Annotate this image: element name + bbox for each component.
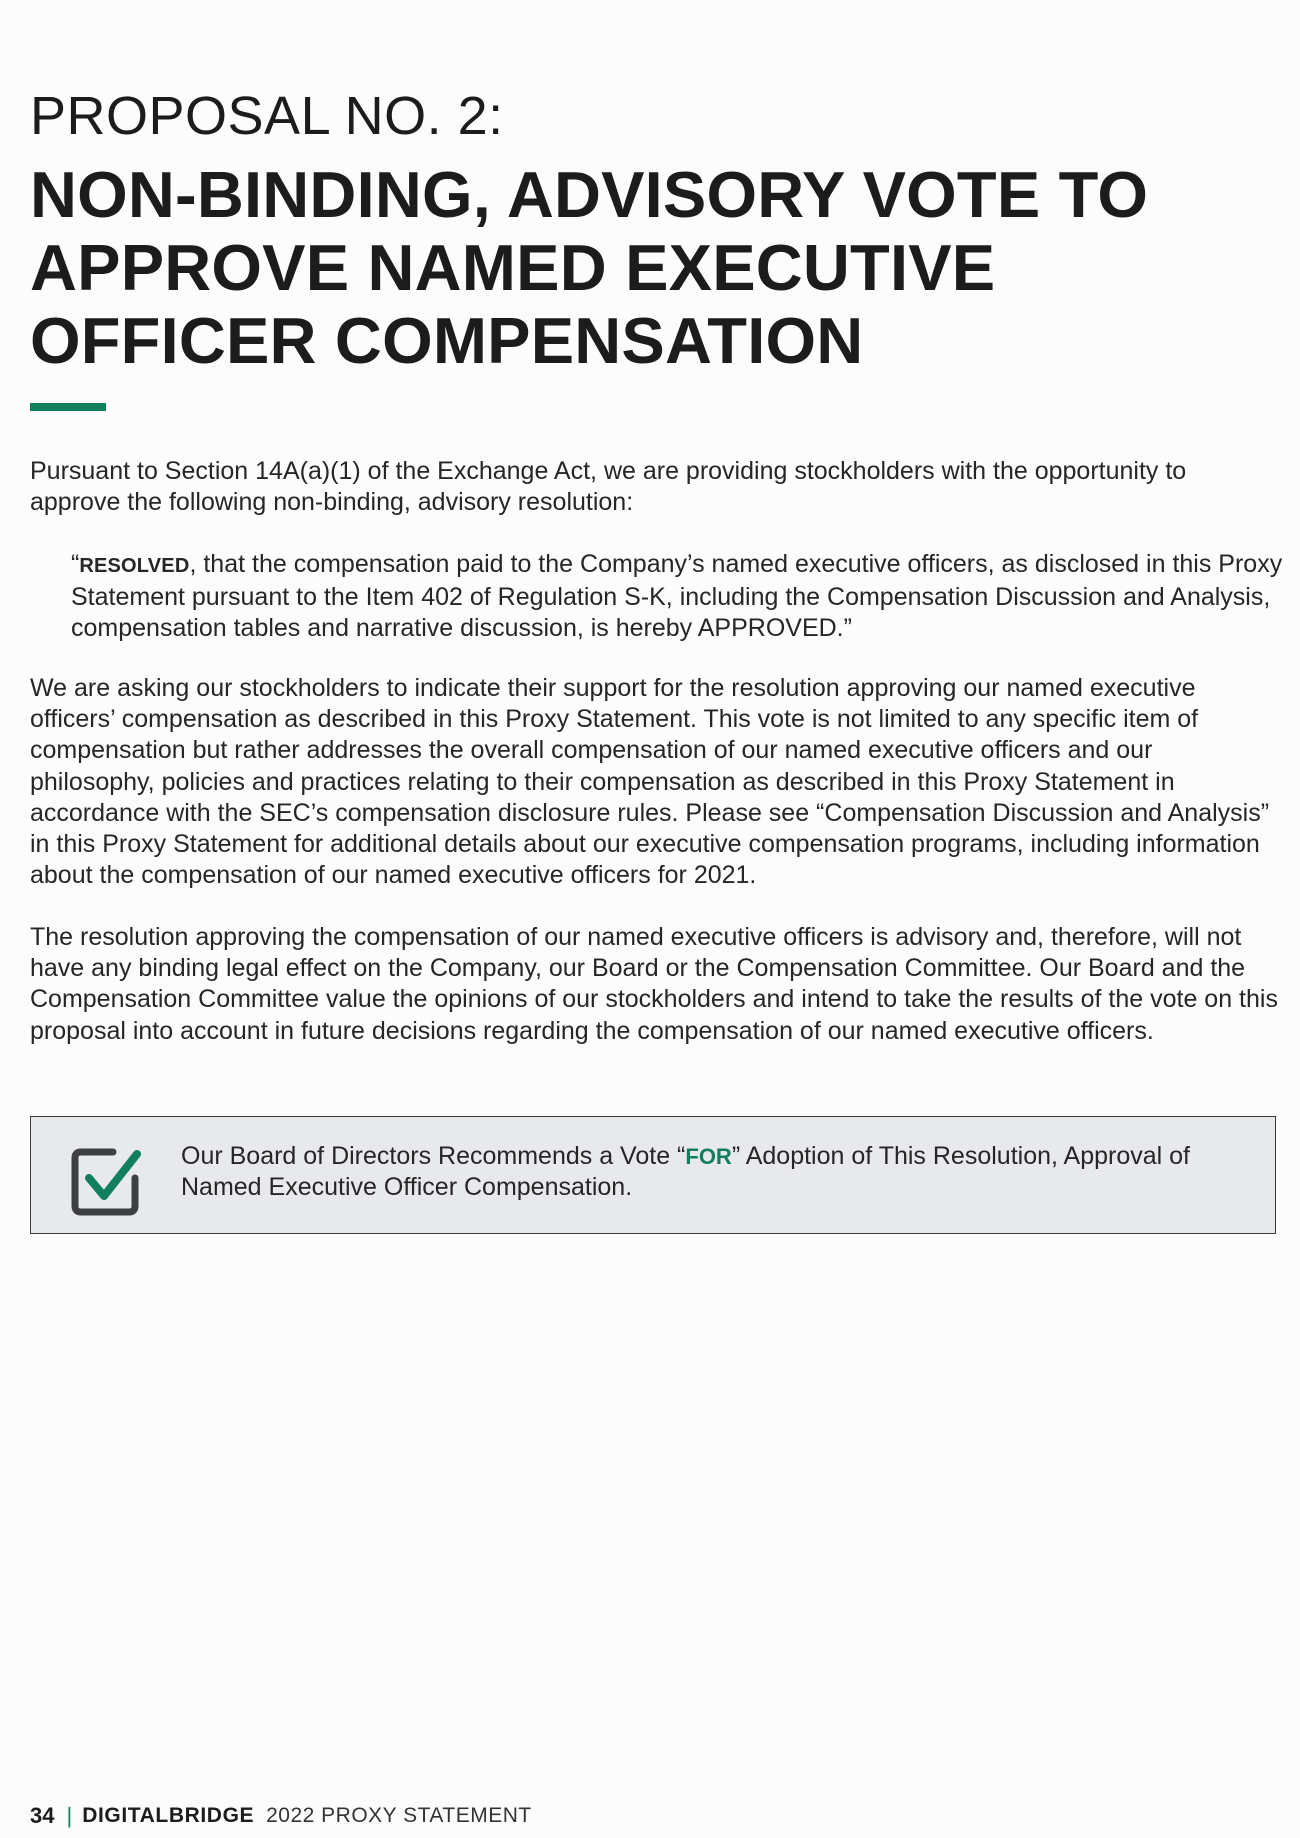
intro-paragraph: Pursuant to Section 14A(a)(1) of the Exchange Act, we are providing stockholders with the opportunity to approve the following non-binding, advisory resolution: xyxy=(30,457,1187,517)
footer-brand: DIGITALBRIDGE xyxy=(82,1804,255,1827)
page xyxy=(30,0,1283,1838)
vote-for-label: FOR xyxy=(685,1144,732,1169)
page-title: NON-BINDING, ADVISORY VOTE TO APPROVE NAMED EXECUTIVE OFFICER COMPENSATION xyxy=(30,158,1149,377)
resolution-quote xyxy=(71,549,1291,645)
quote-text: , that the compensation paid to the Company’s named executive officers, as disclosed in this Proxy Statement pursuant to the Item 402 of Regulation S-K, including the Compensation Discussion and Analysis, compensation tables and narrative discussion, is hereby APPROVED.” xyxy=(71,550,1283,643)
recommendation-text-before: Our Board of Directors Recommends a Vote “ xyxy=(181,1142,686,1170)
quote-open: “ xyxy=(71,550,80,578)
paragraph-advisory: The resolution approving the compensation of our named executive officers is advisory and, therefore, will not have any binding legal effect on the Company, our Board or the Compensation Committee. Our Board and the Compensation Committee value the opinions of our stockholders and intend to take the results of the vote on this proposal into account in future decisions regarding the compensation of our named executive officers. xyxy=(30,923,1278,1045)
paragraph-support: We are asking our stockholders to indicate their support for the resolution approving our named executive officers’ compensation as described in this Proxy Statement. This vote is not limited to any specific item of compensation but rather addresses the overall compensation of our named executive officers and our philosophy, policies and practices relating to their compensation as described in this Proxy Statement in accordance with the SEC’s compensation disclosure rules. Please see “Compensation Discussion and Analysis” in this Proxy Statement for additional details about our executive compensation programs, including information about the compensation of our named executive officers for 2021. xyxy=(30,674,1270,890)
recommendation-text-after: ” Adoption of This Resolution, Approval of Named Executive Officer Compensation. xyxy=(181,1142,1190,1202)
recommendation-text xyxy=(181,1141,1251,1203)
page-number: 34 xyxy=(30,1803,55,1828)
footer-separator: | xyxy=(66,1803,73,1828)
title-accent-rule xyxy=(30,403,106,411)
page-footer xyxy=(30,1803,532,1829)
proposal-number: PROPOSAL NO. 2: xyxy=(30,86,504,146)
checkbox-checked-icon xyxy=(69,1144,141,1216)
footer-document-title: 2022 PROXY STATEMENT xyxy=(266,1804,532,1827)
resolved-label: RESOLVED xyxy=(79,555,190,577)
board-recommendation-box xyxy=(30,1116,1276,1234)
